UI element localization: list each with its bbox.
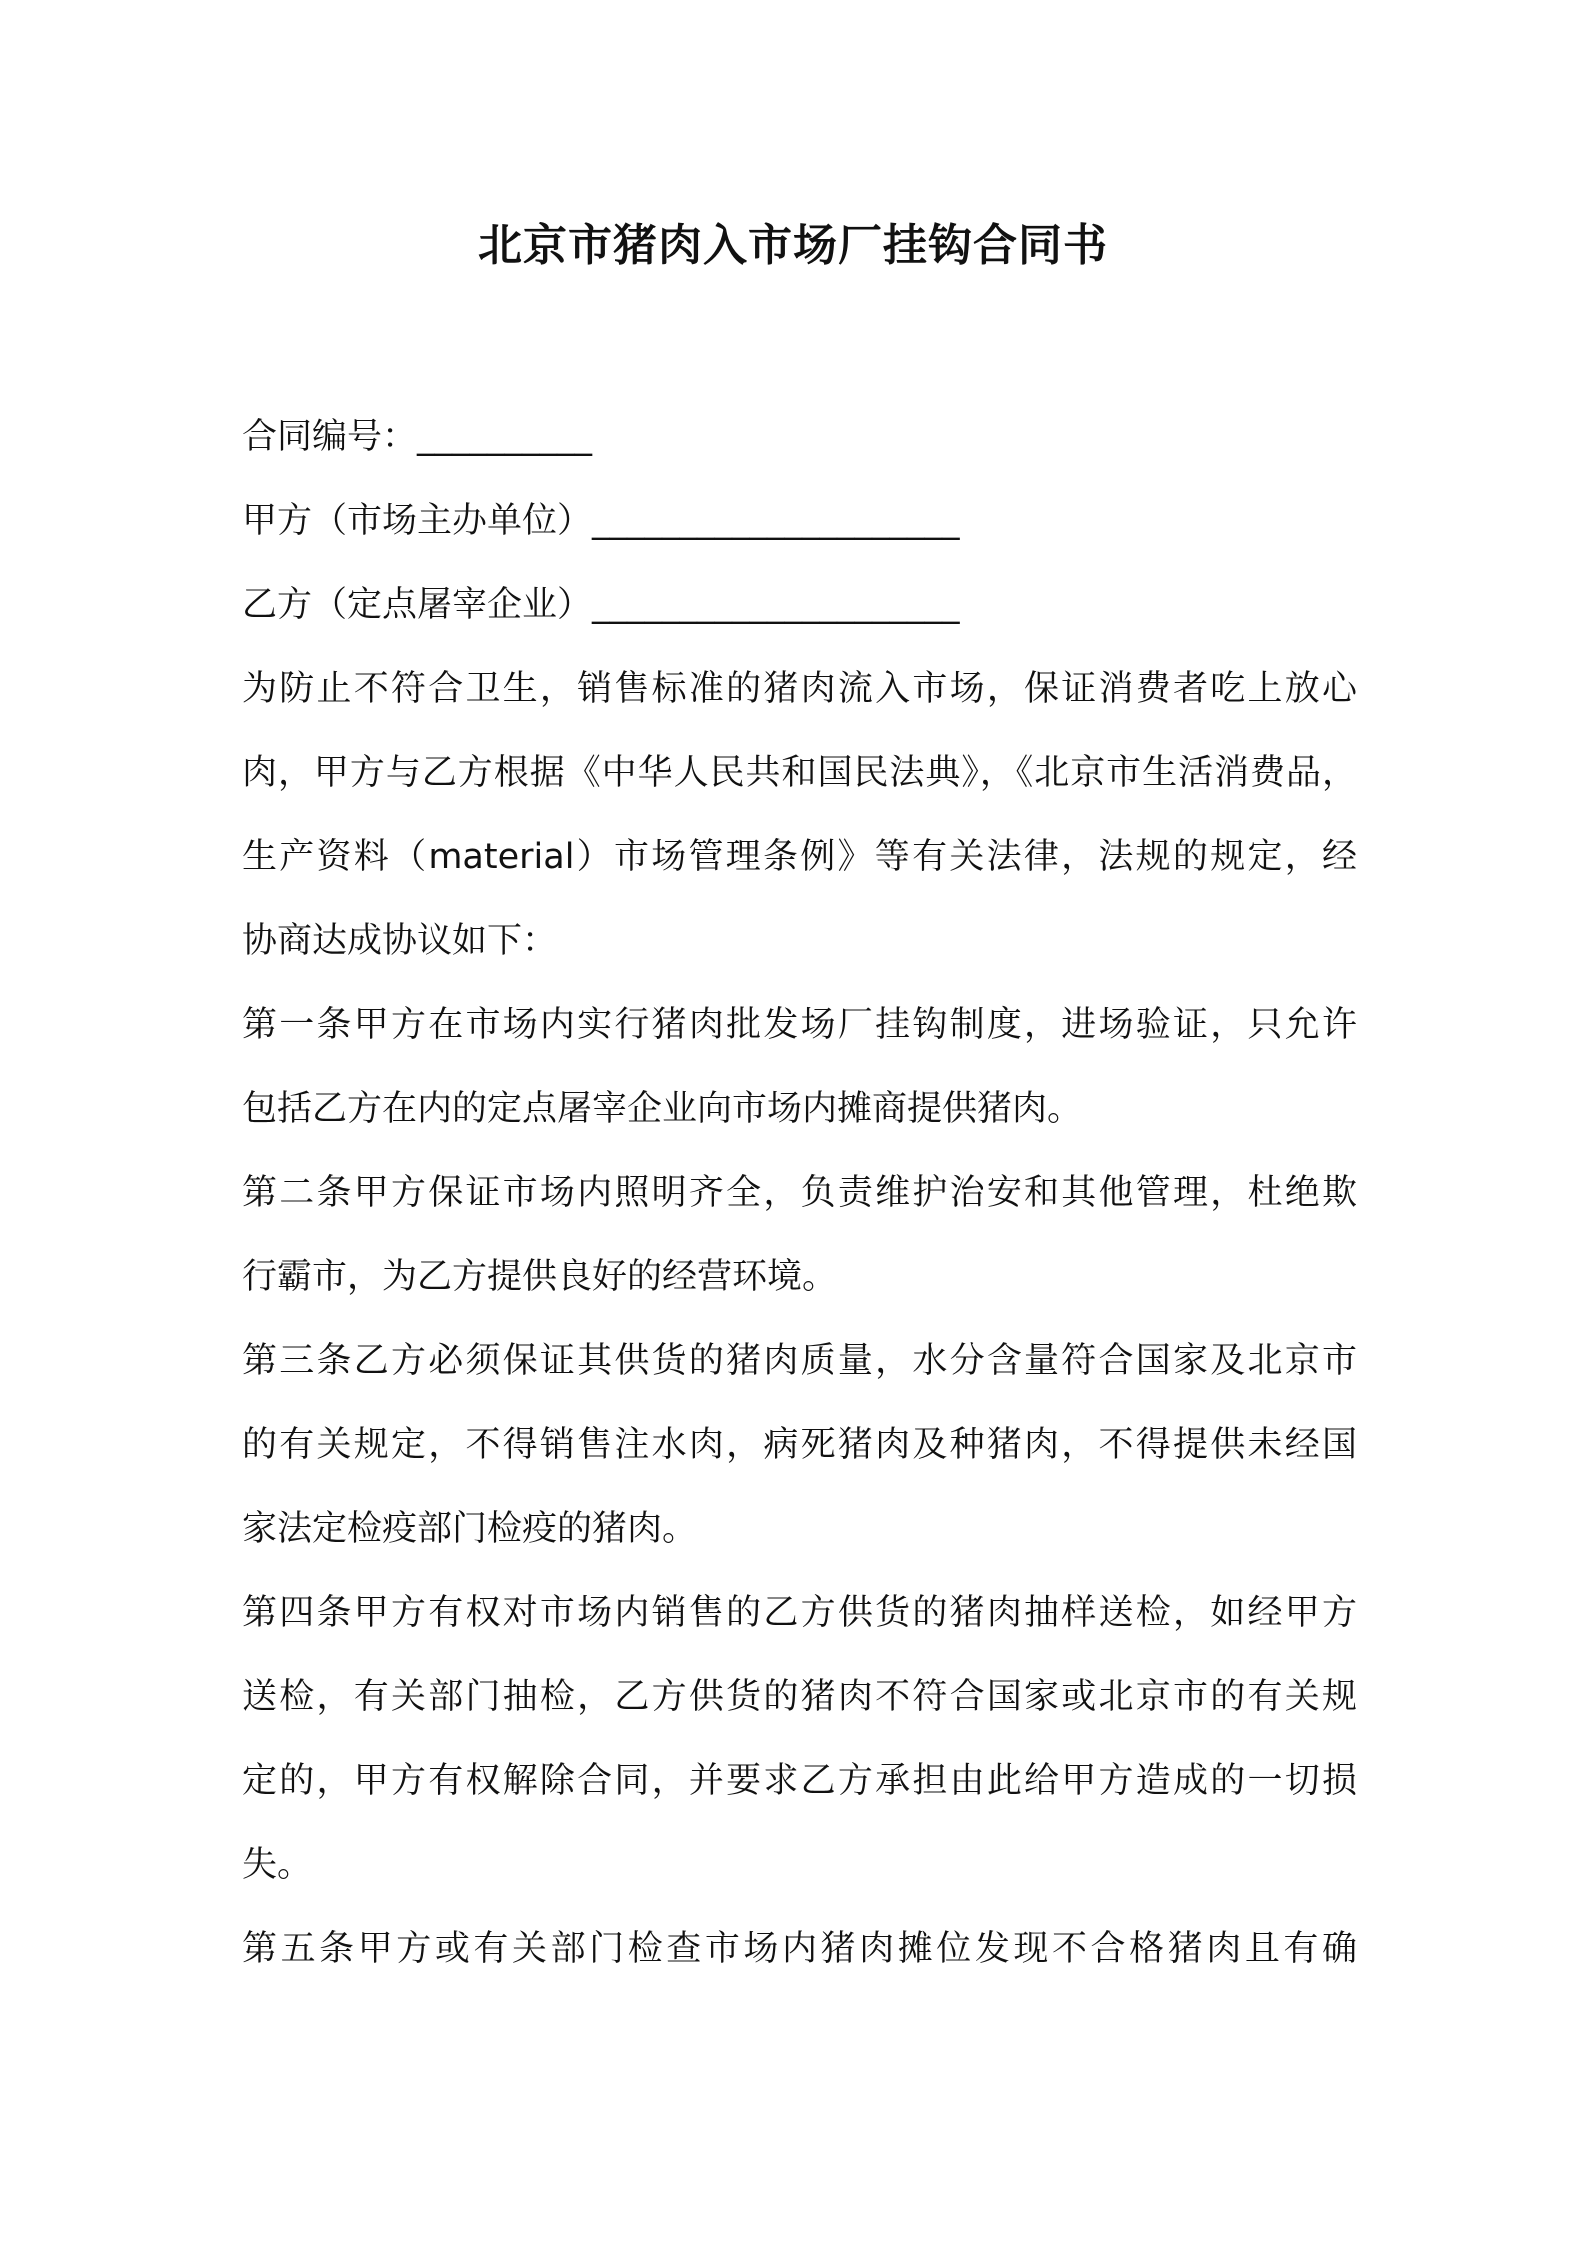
clause-4-line: 失。 <box>242 1845 313 1885</box>
clause-1-line: 包括乙方在内的定点屠宰企业向市场内摊商提供猪肉。 <box>242 1089 1083 1129</box>
body-line: 协商达成协议如下： <box>242 921 558 961</box>
clause-3-line: 家法定检疫部门检疫的猪肉。 <box>242 1509 698 1549</box>
clause-5-line: 第五条甲方或有关部门检查市场内猪肉摊位发现不合格猪肉且有确 <box>242 1929 1357 1969</box>
clause-2-line: 行霸市，为乙方提供良好的经营环境。 <box>242 1257 838 1297</box>
contract-number-field: 合同编号：__________ <box>242 417 593 457</box>
body-line: 生产资料（material）市场管理条例》等有关法律，法规的规定，经 <box>242 837 1357 877</box>
document-title: 北京市猪肉入市场厂挂钩合同书 <box>478 220 1108 271</box>
body-line: 肉，甲方与乙方根据《中华人民共和国民法典》，《北京市生活消费品， <box>242 753 1357 793</box>
party-a-field: 甲方（市场主办单位）_____________________ <box>242 501 960 541</box>
clause-1-line: 第一条甲方在市场内实行猪肉批发场厂挂钩制度，进场验证，只允许 <box>242 1005 1357 1045</box>
document-body <box>242 395 1357 1991</box>
clause-3-line: 的有关规定，不得销售注水肉，病死猪肉及种猪肉，不得提供未经国 <box>242 1425 1357 1465</box>
party-b-field: 乙方（定点屠宰企业）_____________________ <box>242 585 960 625</box>
clause-4-line: 第四条甲方有权对市场内销售的乙方供货的猪肉抽样送检，如经甲方 <box>242 1593 1357 1633</box>
body-line: 为防止不符合卫生，销售标准的猪肉流入市场，保证消费者吃上放心 <box>242 669 1357 709</box>
clause-4-line: 定的，甲方有权解除合同，并要求乙方承担由此给甲方造成的一切损 <box>242 1761 1357 1801</box>
clause-2-line: 第二条甲方保证市场内照明齐全，负责维护治安和其他管理，杜绝欺 <box>242 1173 1357 1213</box>
clause-3-line: 第三条乙方必须保证其供货的猪肉质量，水分含量符合国家及北京市 <box>242 1341 1357 1381</box>
clause-4-line: 送检，有关部门抽检，乙方供货的猪肉不符合国家或北京市的有关规 <box>242 1677 1357 1717</box>
